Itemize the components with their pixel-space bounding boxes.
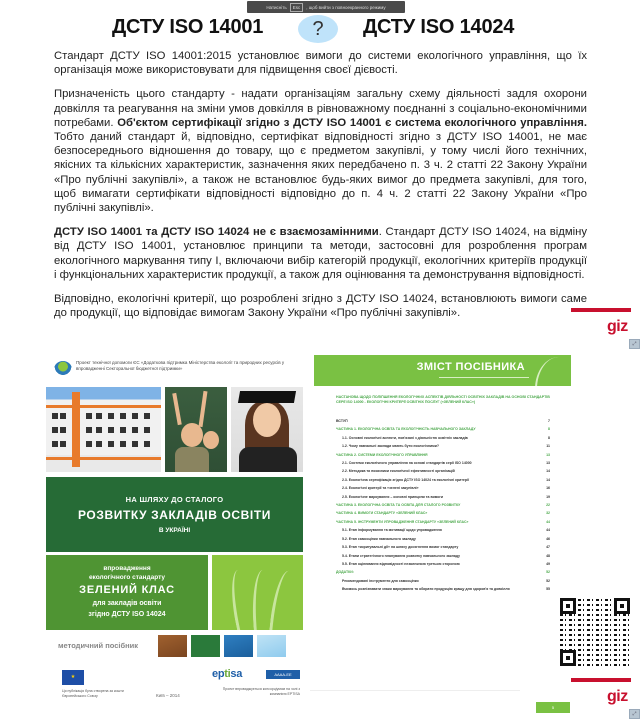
toc-item-label: ДОДАТКИ: [336,570,354,575]
cover-subtitle-line2: екологічного стандарту [88,574,166,581]
fullscreen-icon-bottom[interactable]: ⤢ [629,709,640,719]
eptisa-logo-part3: sa [230,668,243,680]
school-building-photo [46,387,161,472]
toc-item [336,419,550,423]
fullscreen-icon[interactable]: ⤢ [629,339,640,349]
eptisa-logo [212,668,242,681]
toc-item [336,436,550,440]
toc-item [336,495,550,499]
eu-funding-note: Ця публікація була створена за кошти Європейського Союзу [62,689,124,698]
toc-item [336,587,550,591]
booklet-cover [44,355,306,717]
toc-item-label: 5.1. Етап інформування та мотивації щодо упровадження [342,528,442,533]
eptisa-logo-part1: ep [212,668,225,680]
partner-logo-badge: AAAA-EE [266,670,300,679]
toc-list [336,419,550,596]
toc-item-label: 2.1. Системи екологічного управління на основі стандартів серії ISO 14000 [342,461,472,466]
paragraph-3 [54,225,587,282]
toc-header [314,355,571,386]
toc-item-page: 8 [548,435,550,440]
cover-title-line1: НА ШЛЯХУ ДО СТАЛОГО [125,495,224,504]
paragraph-2-bold: Об'єктом сертифікації згідно з ДСТУ ISO 14001 є система екологічного управління. [117,116,587,129]
cover-subtitle-line1: впровадження [103,565,151,572]
water-tile-icon [224,635,253,657]
methodical-guide-label: методичний посібник [58,641,139,650]
toc-item [336,469,550,473]
toc-item-label: 5.5. Етап оцінювання відповідності незалежною третьою стороною [342,561,460,566]
toc-item-label: 5.3. Етап «коригувальні дії» на шляху досягнення вимог стандарту [342,545,459,550]
toc-item-page: 14 [546,469,550,474]
toc-item-page: 47 [546,545,550,550]
toc-item [336,478,550,482]
toc-item-page: 44 [546,519,550,524]
grass-decoration-icon [535,357,565,386]
paragraph-1: Стандарт ДСТУ ISO 14001:2015 установлює вимоги до системи екологічного управління, що їх організація може використовувати для підвищення своєї дієвості. [54,50,587,77]
paragraph-2 [54,87,587,215]
toc-item-page: 19 [546,494,550,499]
toc-item-label: 5.4. Етапи стратегічного планування розвитку навчального закладу [342,553,461,558]
toc-item-label: ЧАСТИНА 2. СИСТЕМИ ЕКОЛОГІЧНОГО УПРАВЛІННЯ [336,452,428,457]
toc-item [336,520,550,524]
toc-item-page: 44 [546,528,550,533]
divider [310,690,520,691]
project-caption: Проект технічної допомоги ЄС «Додаткова підтримка Міністерства екології та природних ресурсів у впровадженні Секторальної бюджетної підтримки» [76,360,285,371]
toast-text-after: , щоб вийти з повноекранного режиму [306,4,386,10]
slide-title-row [0,15,640,43]
toc-item-page: 11 [546,444,550,449]
body-text [54,49,587,330]
toc-item [336,503,550,507]
paragraph-3-rest: . Стандарт ДСТУ ISO 14024, на відміну від ДСТУ ISO 14001, установлює принципи та методи, застосовні для розроблення програм екологічного маркування типу I, включаючи вибір категорій продукції, екологічних критеріїв продукції і функціональних характеристик продукції, а також для оцінювання та демонстрування відповідності. [54,226,587,281]
toc-item [336,545,550,549]
toc-item [336,579,550,583]
toc-item-label: ЧАСТИНА 4. ВИМОГИ СТАНДАРТУ «ЗЕЛЕНИЙ КЛАС» [336,511,428,516]
toc-item-page: 13 [546,452,550,457]
paragraph-3-bold: ДСТУ ISO 14001 та ДСТУ ISO 14024 не є взаємозамінними [54,226,379,239]
giz-red-bar-bottom [571,678,631,682]
toc-title: ЗМІСТ ПОСІБНИКА [416,361,525,373]
toc-item-label: 1.2. Чому навчальні заклади мають бути екологічними? [342,444,440,449]
toc-item-page: 52 [546,578,550,583]
toc-header-rule [439,377,529,378]
toc-item-label: 2.5. Екологічне маркування – основні принципи та вимоги [342,494,444,499]
toc-item-page: 16 [546,486,550,491]
fullscreen-exit-toast [247,1,405,13]
soil-tile-icon [158,635,187,657]
toc-item [336,427,550,431]
air-tile-icon [257,635,286,657]
table-of-contents-page [312,355,574,717]
paragraph-2-intro: Призначеність цього стандарту - надати організаціям загальну схему діяльності задля охорони довкілля та реагування на зміни умов довкілля в рівноважному поєднанні з соціально-економічними потребами. [54,88,587,129]
toc-item-page: 7 [548,419,550,423]
toc-item-page: 46 [546,536,550,541]
toc-item-page: 48 [546,553,550,558]
toc-item-label: Вчимось розпізнавати знаки маркування та обирати продукцію кращу для здоров'я та довкілля [342,587,510,592]
toc-item [336,528,550,532]
toc-item-page: 8 [548,427,550,432]
cover-subtitle-line4: для закладів освіти [92,600,162,607]
publication-place-year: Київ – 2014 [156,693,180,698]
toc-item-label: 1.1. Основні екологічні аспекти, пов'язані з діяльністю освітніх закладів [342,435,468,440]
children-classroom-photo [165,387,227,472]
toc-item [336,537,550,541]
toc-intro: НАСТАНОВА ЩОДО ПОЛІПШЕННЯ ЕКОЛОГІЧНИХ АСПЕКТІВ ДІЯЛЬНОСТІ ОСВІТНІХ ЗАКЛАДІВ НА ОСНОВІ СТАНДАРТІВ СЕРІЇ ISO 14000 - ЕКОЛОГІЧНІ КРИТЕРІЇ ОСВІТНІХ ПОСЛУГ («ЗЕЛЕНИЙ КЛАС») [336,395,550,405]
graduate-photo [231,387,303,472]
toc-item-page: 14 [546,477,550,482]
toc-item [336,453,550,457]
toc-item-label: 2.3. Екологічна сертифікація згідно ДСТУ ISO 14024 та екологічні критерії [342,477,469,482]
toc-item-page: 22 [546,503,550,508]
toc-item [336,486,550,490]
toc-item-page: 49 [546,561,550,566]
grass-graphic-icon [212,555,303,630]
toc-item-label: Рекомендовані інструменти для самооцінки [342,578,419,583]
cover-title-line3: В УКРАЇНІ [158,527,191,534]
grass-tile-icon [191,635,220,657]
toc-item-page: 55 [546,587,550,592]
toc-item [336,444,550,448]
question-mark-badge: ? [298,15,338,43]
toast-text-before: Натисніть [266,4,287,10]
giz-logo-bottom: giz [607,688,628,705]
toc-item-label: ЧАСТИНА 5. ІНСТРУМЕНТИ УПРОВАДЖЕННЯ СТАНДАРТУ «ЗЕЛЕНИЙ КЛАС» [336,519,469,524]
toc-item-page: 32 [546,511,550,516]
cover-subtitle-band [46,555,208,630]
toc-item-page: 52 [546,570,550,575]
toc-item-label: ВСТУП [336,419,348,423]
toc-item [336,511,550,515]
cover-title-band [46,477,303,552]
toc-item-label: 5.2. Етап самооцінки навчального закладу [342,536,416,541]
title-iso-14001: ДСТУ ISO 14001 [112,16,264,38]
cover-subtitle-line5: згідно ДСТУ ISO 14024 [88,611,166,618]
esc-key-hint: Esc [290,3,304,12]
toc-item [336,554,550,558]
toc-item-label: 2.4. Екологічні критерії та «зелені закупівлі» [342,486,419,491]
consortium-note: Проект впроваджується консорціумом на чолі з компанією EPTISA [222,687,300,696]
giz-logo-top: giz [607,318,628,335]
cover-subtitle-line3: ЗЕЛЕНИЙ КЛАС [79,584,175,596]
qr-code-icon [560,598,630,666]
page-number-badge: 5 [536,702,570,713]
toc-item [336,461,550,465]
title-iso-14024: ДСТУ ISO 14024 [363,16,515,38]
eu-flag-icon: ★ [62,670,84,685]
cover-title-line2: РОЗВИТКУ ЗАКЛАДІВ ОСВІТИ [77,508,272,522]
paragraph-2-rest: Тобто даний стандарт й, відповідно, сертифікат відповідності згідно з ДСТУ ISO 14001, не має безпосереднього відношення до товару, що є предметом закупівлі, у тому числі його технічних, якісних та кількісних характеристик, зазначення яких передбачено п. 3 ч. 2 статті 22 Закону України «Про публічні закупівлі», а також не встановлює будь-яких вимог до предмета закупівлі, для того, щоб вимагати сертифікати відповідності відповідно до п. 4 ч. 2 статті 22 Закону України «Про публічні закупівлі». [54,131,587,215]
giz-red-bar-top [571,308,631,312]
ministry-logo-icon [54,361,72,377]
toc-item-label: 2.2. Методика та показники екологічної ефективності організацій [342,469,455,474]
toc-item-label: ЧАСТИНА 3. ЕКОЛОГІЧНА ОСВІТА ТА ОСВІТА ДЛЯ СТАЛОГО РОЗВИТКУ [336,503,461,508]
eptisa-logo-part2: ti [224,668,231,680]
toc-item [336,562,550,566]
toc-item [336,570,550,574]
paragraph-4: Відповідно, екологічні критерії, що розроблені згідно з ДСТУ ISO 14024, встановлюють вимоги саме до продукції, що відповідає вимогам Закону України «Про публічні закупівлі». [54,293,587,320]
toc-item-page: 13 [546,461,550,466]
toc-item-label: ЧАСТИНА 1. ЕКОЛОГІЧНА ОСВІТА ТА ЕКОЛОГІЧНІСТЬ НАВЧАЛЬНОГО ЗАКЛАДУ [336,427,476,432]
